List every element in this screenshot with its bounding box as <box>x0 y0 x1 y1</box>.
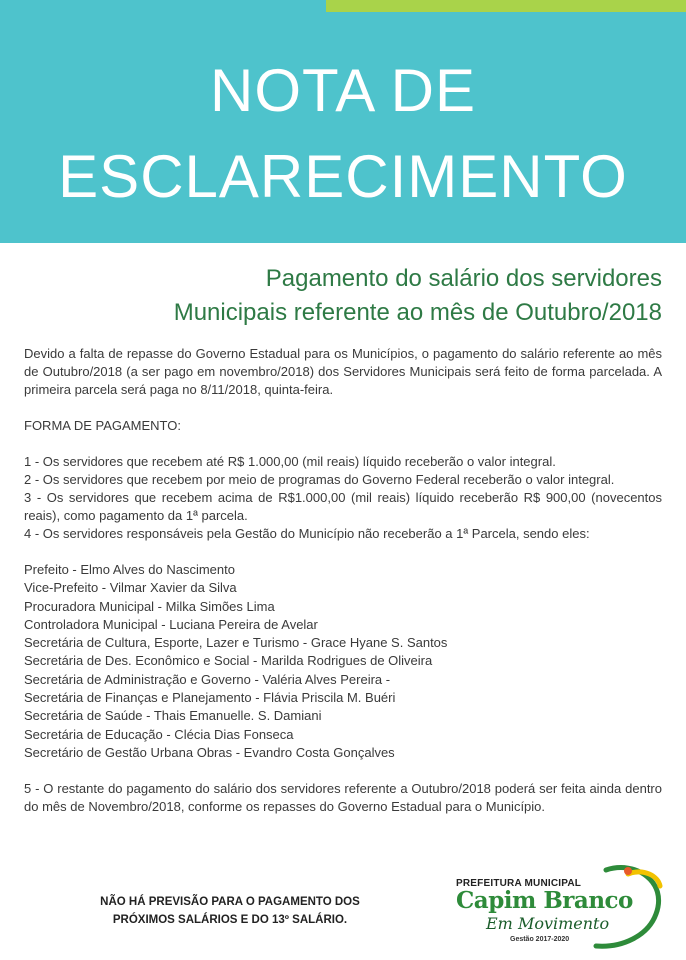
subtitle <box>62 262 662 330</box>
footer-line2: PRÓXIMOS SALÁRIOS E DO 13º SALÁRIO. <box>112 914 348 926</box>
footer-note <box>80 893 380 929</box>
official-item: Secretária de Cultura, Esporte, Lazer e Turismo - Grace Hyane S. Santos <box>24 635 448 651</box>
logo-name: Capim Branco <box>456 887 633 914</box>
subtitle-line1: Pagamento do salário dos servidores <box>265 265 662 292</box>
official-item: Secretária de Des. Econômico e Social - Marilda Rodrigues de Oliveira <box>24 653 433 669</box>
forma-label: FORMA DE PAGAMENTO: <box>24 418 181 433</box>
prefeitura-logo <box>446 862 666 954</box>
payment-item-1: 1 - Os servidores que recebem até R$ 1.000,00 (mil reais) líquido receberão o valor integral. <box>24 454 556 469</box>
logo-gestao: Gestão 2017-2020 <box>510 936 570 943</box>
page-title <box>0 48 686 220</box>
footer-line1: NÃO HÁ PREVISÃO PARA O PAGAMENTO DOS <box>100 896 360 908</box>
official-item: Vice-Prefeito - Vilmar Xavier da Silva <box>24 580 237 596</box>
intro-paragraph: Devido a falta de repasse do Governo Estadual para os Municípios, o pagamento do salário referente ao mês de Outubro/2018 (a ser pago em novembro/2018) dos Servidores Municipais será feito de forma parcelada. A primeira parcela será paga no 8/11/2018, quinta-feira. <box>24 346 662 397</box>
payment-item-3: 3 - Os servidores que recebem acima de R$1.000,00 (mil reais) líquido receberão R$ 900,00 (novecentos reais), como pagamento da 1ª parcela. <box>24 490 662 523</box>
payment-item-4: 4 - Os servidores responsáveis pela Gestão do Município não receberão a 1ª Parcela, sendo eles: <box>24 526 590 541</box>
officials-list <box>24 561 662 762</box>
payment-item-5: 5 - O restante do pagamento do salário dos servidores referente a Outubro/2018 poderá ser feita ainda dentro do mês de Novembro/2018, conforme os repasses do Governo Estadual para o Município. <box>24 781 662 815</box>
official-item: Controladora Municipal - Luciana Pereira de Avelar <box>24 616 318 632</box>
logo-top-text: PREFEITURA MUNICIPAL <box>456 878 582 889</box>
official-item: Prefeito - Elmo Alves do Nascimento <box>24 562 235 577</box>
subtitle-line2: Municipais referente ao mês de Outubro/2018 <box>173 299 662 326</box>
official-item: Secretária de Administração e Governo - Valéria Alves Pereira - <box>24 671 391 687</box>
payment-item-2: 2 - Os servidores que recebem por meio de programas do Governo Federal receberão o valor integral. <box>24 472 615 487</box>
official-item: Secretária de Educação - Clécia Dias Fonseca <box>24 726 294 742</box>
accent-bar <box>326 0 686 12</box>
official-item: Procuradora Municipal - Milka Simões Lima <box>24 598 275 614</box>
official-item: Secretária de Saúde - Thais Emanuelle. S. Damiani <box>24 708 322 724</box>
page-title-line2: ESCLARECIMENTO <box>58 143 628 210</box>
official-item: Secretária de Finanças e Planejamento - Flávia Priscila M. Buéri <box>24 690 396 706</box>
official-item: Secretário de Gestão Urbana Obras - Evandro Costa Gonçalves <box>24 744 395 760</box>
body-text <box>24 345 662 816</box>
page-title-line1: NOTA DE <box>210 57 476 124</box>
logo-subtitle: Em Movimento <box>486 914 610 933</box>
